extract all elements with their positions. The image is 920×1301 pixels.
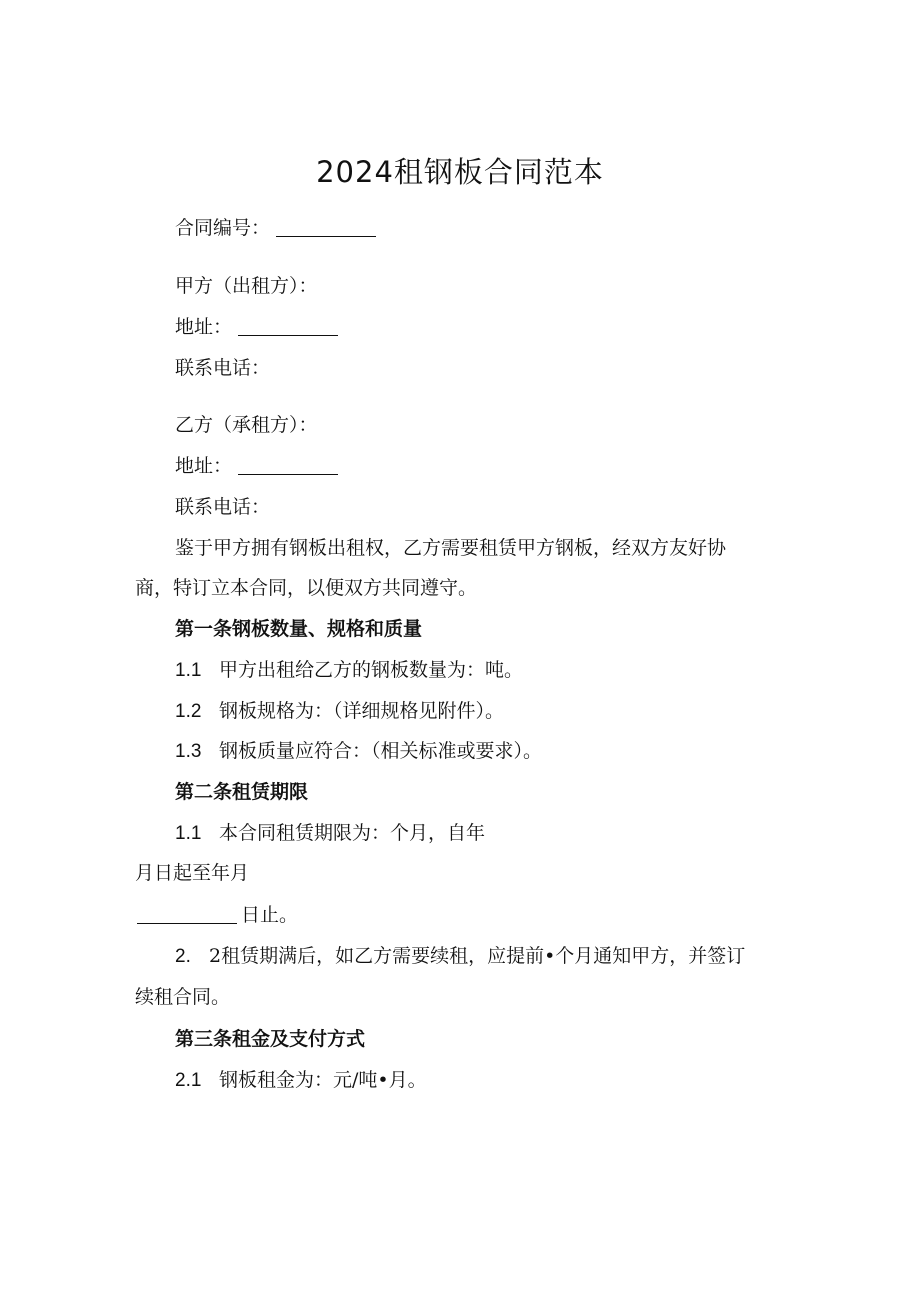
item-number: 1.2 <box>175 701 202 722</box>
article-1-item-2 <box>175 698 504 725</box>
contract-number-label: 合同编号： <box>175 217 271 239</box>
preamble-line-2: 商，特订立本合同，以便双方共同遵守。 <box>135 577 478 599</box>
article-2-item-1-end <box>137 902 298 928</box>
item-text: 钢板租金为：元/吨•月。 <box>219 1069 427 1091</box>
article-2-item-1 <box>175 820 485 847</box>
item-text: 2租赁期满后，如乙方需要续租，应提前•个月通知甲方，并签订 <box>209 945 746 967</box>
contract-number-line <box>175 215 376 241</box>
contract-number-blank <box>276 222 376 237</box>
party-b-label: 乙方（承租方）： <box>175 414 318 436</box>
article-1-heading: 第一条钢板数量、规格和质量 <box>175 618 423 640</box>
party-a-label: 甲方（出租方）： <box>175 275 318 297</box>
item-text: 钢板规格为：（详细规格见附件）。 <box>219 700 505 722</box>
party-b-address-line <box>175 453 338 479</box>
article-2-item-1-continued: 月日起至年月 <box>135 862 250 884</box>
party-a-address-label: 地址： <box>175 316 233 338</box>
item-text: 本合同租赁期限为：个月，自年 <box>219 822 486 844</box>
party-b-phone-label: 联系电话： <box>175 496 271 518</box>
item-number: 1.1 <box>175 660 202 681</box>
party-b-address-label: 地址： <box>175 455 233 477</box>
article-2-item-2 <box>175 943 745 970</box>
article-2-item-2-continued: 续租合同。 <box>135 986 231 1008</box>
document-title: 2024租钢板合同范本 <box>316 155 604 189</box>
article-3-item-1 <box>175 1067 427 1094</box>
party-b-address-blank <box>238 460 338 475</box>
article-2-heading: 第二条租赁期限 <box>175 781 309 803</box>
item-number: 1.1 <box>175 823 202 844</box>
party-a-address-blank <box>238 321 338 336</box>
party-a-address-line <box>175 314 338 340</box>
article-1-item-3 <box>175 738 542 765</box>
end-date-blank <box>137 909 237 924</box>
end-date-text: 日止。 <box>241 904 299 926</box>
party-a-phone-label: 联系电话： <box>175 357 271 379</box>
item-number: 2. <box>175 946 191 967</box>
article-3-heading: 第三条租金及支付方式 <box>175 1028 366 1050</box>
item-number: 2.1 <box>175 1070 202 1091</box>
preamble-line-1: 鉴于甲方拥有钢板出租权，乙方需要租赁甲方钢板，经双方友好协 <box>175 537 727 559</box>
article-1-item-1 <box>175 657 523 684</box>
item-text: 钢板质量应符合：（相关标准或要求）。 <box>219 740 543 762</box>
item-number: 1.3 <box>175 741 202 762</box>
item-text: 甲方出租给乙方的钢板数量为：吨。 <box>219 659 524 681</box>
